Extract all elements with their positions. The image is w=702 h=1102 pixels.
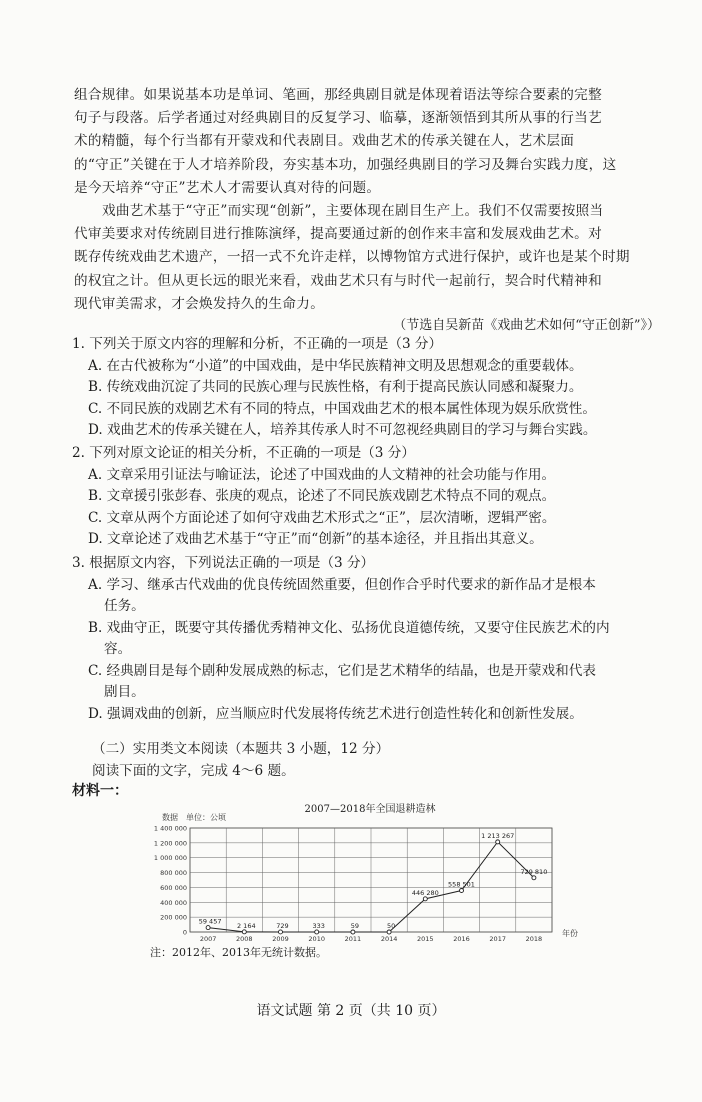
section-heading: （二）实用类文本阅读（本题共 3 小题，12 分） — [92, 741, 390, 757]
text-line: 戏曲艺术基于“守正”而实现“创新”，主要体现在剧目生产上。我们不仅需要按照当 — [102, 203, 604, 219]
chart-title: 2007—2018年全国退耕造林 — [304, 804, 436, 815]
option-d: D. 文章论述了戏曲艺术基于“守正”而“创新”的基本途径，并且指出其意义。 — [88, 531, 543, 547]
data-point — [315, 930, 319, 934]
option-text: A. 学习、继承古代戏曲的优良传统固然重要，但创作合乎时代要求的新作品才是根本 — [88, 576, 596, 593]
question-stem: 3. 根据原文内容，下列说法正确的一项是（3 分） — [72, 555, 375, 571]
option-c: C. 不同民族的戏剧艺术有不同的特点，中国戏曲艺术的根本属性体现为娱乐欣赏性。 — [88, 400, 596, 417]
data-point — [532, 876, 536, 880]
chart-plot — [153, 812, 580, 962]
option-text: B. 戏曲守正，既要守其传播优秀精神文化、弘扬优良道德传统，又要守住民族艺术的内 — [88, 619, 610, 636]
data-label: 59 457 — [198, 917, 222, 926]
data-point — [351, 930, 355, 934]
text-line: 的权宜之计。但从更长远的眼光来看，戏曲艺术只有与时代一起前行，契合时代精神和 — [74, 272, 602, 289]
option-a: A. 文章采用引证法与喻证法，论述了中国戏曲的人文精神的社会功能与作用。 — [88, 466, 556, 483]
question-stem: 2. 下列对原文论证的相关分析，不正确的一项是（3 分） — [72, 445, 415, 461]
y-tick-label: 1 000 000 — [153, 854, 187, 863]
chart-note: 注：2012年、2013年无统计数据。 — [150, 946, 327, 959]
option-c: C. 文章从两个方面论述了如何守戏曲艺术形式之“正”，层次清晰，逻辑严密。 — [88, 509, 556, 526]
data-label: 729 810 — [520, 867, 548, 876]
option-d — [72, 704, 672, 726]
x-tick-label: 2007 — [199, 935, 217, 943]
text-line: 是今天培养“守正”艺术人才需要认真对待的问题。 — [74, 179, 381, 196]
option-a — [72, 575, 672, 618]
data-point — [496, 840, 500, 844]
data-label: 558 501 — [448, 880, 475, 889]
data-label: 446 280 — [411, 888, 439, 897]
option-b: B. 传统戏曲沉淀了共同的民族心理与民族性格，有利于提高民族认同感和凝聚力。 — [88, 379, 583, 395]
x-tick-label: 2008 — [236, 935, 253, 943]
y-tick-label: 0 — [182, 928, 187, 937]
option-text: C. 经典剧目是每个剧种发展成熟的标志，它们是艺术精华的结晶，也是开蒙戏和代表 — [88, 662, 596, 679]
text-line: 既存传统戏曲艺术遗产，一招一式不允许走样，以博物馆方式进行保护，或许也是某个时期 — [74, 249, 630, 266]
question-stem: 1. 下列关于原文内容的理解和分析，不正确的一项是（3 分） — [72, 336, 443, 352]
option-text-continued: 容。 — [104, 641, 132, 657]
text-line: 组合规律。如果说基本功是单词、笔画，那经典剧目就是体现着语法等综合要素的完整 — [74, 87, 602, 103]
x-tick-label: 2010 — [308, 935, 325, 943]
data-label: 729 — [276, 921, 289, 930]
y-tick-label: 200 000 — [160, 913, 187, 922]
option-c — [72, 661, 672, 704]
question-3 — [72, 553, 672, 725]
option-a: A. 在古代被称为“小道”的中国戏曲，是中华民族精神文明及思想观念的重要载体。 — [88, 357, 583, 374]
data-point — [279, 930, 283, 934]
y-tick-label: 1 400 000 — [153, 824, 187, 833]
x-tick-label: 2014 — [380, 935, 398, 943]
y-axis-label: 数据 单位：公顷 — [162, 813, 226, 822]
option-b — [72, 618, 672, 661]
x-tick-label: 2016 — [453, 935, 470, 943]
option-text-continued: 任务。 — [104, 598, 145, 614]
data-point — [460, 889, 464, 893]
reforestation-chart — [153, 796, 580, 956]
x-tick-label: 2015 — [417, 935, 434, 943]
x-axis-label: 年份 — [562, 929, 578, 938]
data-label: 50 — [386, 921, 396, 930]
question-1 — [72, 334, 672, 442]
data-label: 1 213 267 — [481, 831, 515, 840]
passage-paragraph-2 — [74, 200, 654, 316]
y-tick-label: 400 000 — [160, 898, 187, 907]
data-point — [387, 930, 391, 934]
data-point — [242, 930, 246, 934]
data-label: 2 164 — [236, 921, 256, 930]
data-label: 59 — [350, 921, 360, 930]
passage-paragraph-1 — [74, 84, 654, 200]
x-tick-label: 2009 — [272, 935, 289, 943]
y-tick-label: 800 000 — [160, 869, 187, 878]
data-point — [423, 897, 427, 901]
text-line: 现代审美需求，才会焕发持久的生命力。 — [74, 295, 325, 312]
text-line: 的“守正”关键在于人才培养阶段，夯实基本功，加强经典剧目的学习及舞台实践力度，这 — [74, 156, 617, 173]
section-instruction: 阅读下面的文字，完成 4～6 题。 — [92, 763, 295, 779]
option-text-continued: 剧目。 — [104, 684, 145, 700]
data-point — [206, 926, 210, 930]
x-tick-label: 2017 — [489, 935, 506, 943]
passage-source: （节选自吴新苗《戏曲艺术如何“守正创新”》） — [393, 318, 660, 333]
option-b: B. 文章援引张彭春、张庚的观点，论述了不同民族戏剧艺术特点不同的观点。 — [88, 488, 556, 504]
y-tick-label: 600 000 — [160, 883, 187, 892]
x-tick-label: 2018 — [525, 935, 543, 943]
material-label: 材料一： — [72, 783, 128, 799]
question-2 — [72, 443, 672, 551]
text-line: 句子与段落。后学者通过对经典剧目的反复学习、临摹，逐渐领悟到其所从事的行当艺 — [74, 110, 602, 127]
option-d: D. 戏曲艺术的传承关键在人，培养其传承人时不可忽视经典剧目的学习与舞台实践。 — [88, 422, 597, 438]
option-text: D. 强调戏曲的创新，应当顺应时代发展将传统艺术进行创造性转化和创新性发展。 — [88, 705, 583, 722]
text-line: 术的精髓，每个行当都有开蒙戏和代表剧目。戏曲艺术的传承关键在人，艺术层面 — [74, 133, 575, 150]
page-footer: 语文试题 第 2 页（共 10 页） — [256, 1003, 446, 1019]
data-label: 333 — [312, 921, 325, 930]
x-tick-label: 2011 — [344, 935, 362, 943]
text-line: 代审美要求对传统剧目进行推陈演绎，提高要通过新的创作来丰富和发展戏曲艺术。对 — [74, 226, 602, 243]
y-tick-label: 1 200 000 — [153, 839, 187, 848]
